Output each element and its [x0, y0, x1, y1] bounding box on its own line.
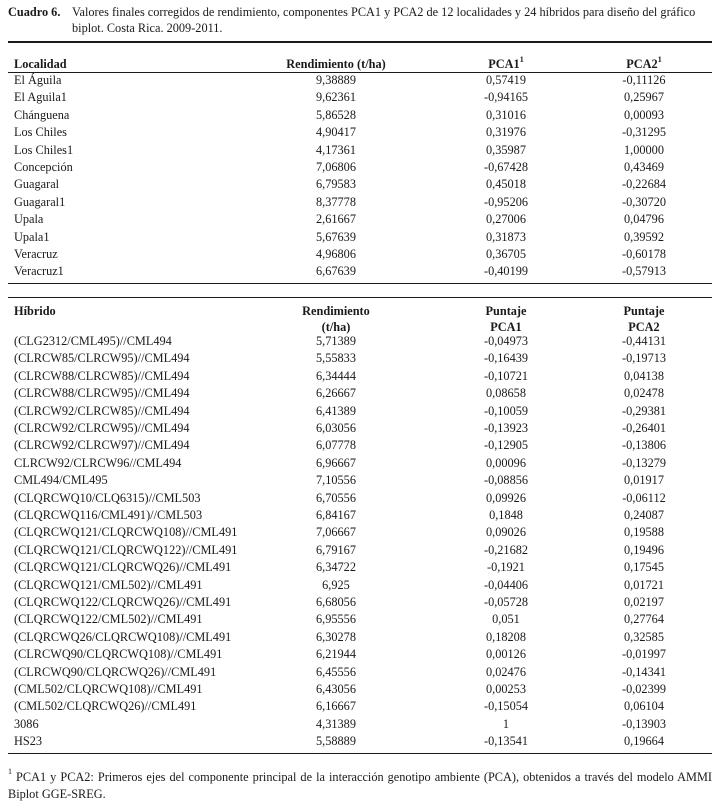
top-rule	[8, 41, 712, 43]
cell-rendimiento: 7,06806	[316, 160, 356, 174]
cell-pca2: 0,04138	[624, 368, 664, 383]
header-localidad: Localidad	[14, 57, 67, 71]
cell-pca2: 0,06104	[624, 699, 664, 714]
header-puntaje-pca1: Puntaje PCA1	[485, 304, 527, 334]
table-row	[8, 403, 712, 420]
cell-name: Upala1	[14, 229, 50, 244]
cell-pca1: -0,13541	[483, 734, 529, 749]
header-hibrido: Híbrido	[14, 304, 56, 318]
table-row	[8, 594, 712, 611]
cell-pca2: 0,17545	[624, 560, 664, 575]
cell-rendimiento: 9,62361	[316, 90, 356, 105]
cell-name: (CLRCWQ90/CLQRCWQ26)//CML491	[14, 664, 217, 679]
table-row	[8, 229, 712, 246]
cell-name: Veracruz1	[14, 264, 64, 279]
cell-pca1: -0,94165	[483, 90, 529, 105]
table-row	[8, 385, 712, 402]
cell-pca2: -0,30720	[621, 194, 667, 209]
cell-pca1: 0,36705	[486, 247, 526, 261]
cell-rendimiento: 7,10556	[316, 473, 356, 488]
cell-rendimiento: 6,34444	[316, 368, 356, 383]
cell-pca2: -0,06112	[622, 490, 666, 505]
cell-pca2: -0,14341	[621, 664, 667, 679]
cell-rendimiento: 6,79583	[316, 177, 356, 192]
cell-name: (CLQRCWQ10/CLQ6315)//CML503	[14, 490, 201, 505]
cell-pca1: 0,31016	[486, 107, 526, 122]
cell-name: (CLQRCWQ122/CLQRCWQ26)//CML491	[14, 595, 232, 609]
table-row	[8, 159, 712, 176]
table-row	[8, 733, 712, 750]
cell-pca2: 0,25967	[624, 90, 664, 105]
cell-rendimiento: 6,34722	[316, 560, 356, 575]
cell-name: (CLRCW92/CLRCW85)//CML494	[14, 403, 190, 418]
cell-name: Veracruz	[14, 247, 58, 261]
cell-pca1: 0,31976	[486, 125, 526, 140]
cell-pca1: -0,10059	[483, 403, 529, 418]
table-row	[8, 698, 712, 715]
table-row	[8, 246, 712, 263]
cell-pca1: 0,02476	[486, 664, 526, 679]
cell-rendimiento: 6,26667	[316, 386, 356, 401]
table-row	[8, 664, 712, 681]
cell-rendimiento: 6,79167	[316, 542, 356, 557]
table-row	[8, 472, 712, 489]
cell-rendimiento: 6,30278	[316, 629, 356, 644]
cell-name: Guagaral	[14, 177, 60, 192]
cell-pca2: -0,57913	[621, 264, 667, 279]
cell-rendimiento: 9,38889	[316, 73, 356, 87]
cell-pca1: 0,09926	[486, 490, 526, 505]
table-row	[8, 629, 712, 646]
cell-pca1: 0,31873	[486, 229, 526, 244]
cell-pca1: 0,09026	[486, 525, 526, 540]
hibrido-top-rule	[8, 297, 712, 298]
caption-text: Valores finales corregidos de rendimiento, componentes PCA1 y PCA2 de 12 localidades y 24 híbridos para diseño del gráfico biplot. Costa Rica. 2009-2011.	[72, 5, 696, 35]
cell-rendimiento: 6,95556	[316, 612, 356, 627]
table-row	[8, 89, 712, 106]
cell-pca1: 0,00096	[486, 455, 526, 470]
cell-rendimiento: 5,58889	[316, 734, 356, 749]
table-row	[8, 368, 712, 385]
cell-pca2: -0,19713	[621, 351, 667, 366]
cell-pca1: 0,00126	[486, 647, 526, 662]
table-row	[8, 107, 712, 124]
cell-pca2: 0,24087	[624, 508, 664, 522]
cell-name: (CLRCWQ90/CLQRCWQ108)//CML491	[14, 647, 223, 662]
cell-name: 3086	[14, 716, 39, 731]
cell-rendimiento: 8,37778	[316, 194, 356, 209]
table-row	[8, 611, 712, 628]
cell-name: (CLRCW92/CLRCW95)//CML494	[14, 421, 190, 435]
table-row	[8, 142, 712, 159]
cell-pca2: 0,39592	[624, 229, 664, 244]
cell-name: (CLQRCWQ122/CML502)//CML491	[14, 612, 203, 627]
table-row	[8, 437, 712, 454]
cell-pca2: 0,19588	[624, 525, 664, 540]
header-rendimiento: Rendimiento (t/ha)	[286, 57, 386, 71]
cell-pca2: -0,13279	[621, 455, 667, 470]
cell-pca1: -0,12905	[483, 438, 529, 453]
cell-pca2: -0,60178	[621, 247, 667, 261]
cell-pca1: 0,051	[492, 612, 520, 627]
cell-rendimiento: 6,68056	[316, 595, 356, 609]
cell-pca2: -0,31295	[621, 125, 667, 140]
cell-rendimiento: 6,41389	[316, 403, 356, 418]
cell-pca2: -0,02399	[621, 682, 667, 696]
cell-name: Los Chiles	[14, 125, 67, 140]
cell-rendimiento: 5,71389	[316, 334, 356, 348]
cell-name: (CLG2312/CML495)//CML494	[14, 334, 172, 348]
cell-pca1: 0,1848	[489, 508, 523, 522]
cell-pca2: 0,02478	[624, 386, 664, 401]
cell-rendimiento: 4,31389	[316, 716, 356, 731]
cell-pca2: 0,00093	[624, 107, 664, 122]
table-row	[8, 577, 712, 594]
cell-rendimiento: 4,90417	[316, 125, 356, 140]
table-row	[8, 507, 712, 524]
cell-name: CML494/CML495	[14, 473, 108, 488]
header-rendimiento-h: Rendimiento (t/ha)	[302, 304, 370, 334]
cell-pca1: -0,16439	[483, 351, 529, 366]
cell-pca1: -0,04406	[483, 577, 529, 592]
cell-pca1: 0,00253	[486, 682, 526, 696]
table-row	[8, 194, 712, 211]
table-row	[8, 333, 712, 350]
cell-pca2: 0,19664	[624, 734, 664, 749]
cell-name: (CML502/CLQRCWQ108)//CML491	[14, 682, 203, 696]
table-row	[8, 124, 712, 141]
cell-rendimiento: 5,86528	[316, 107, 356, 122]
footnote-marker: 1	[8, 767, 12, 776]
cell-name: (CLRCW88/CLRCW95)//CML494	[14, 386, 190, 401]
header-pca1: $PCA1^1$	[488, 55, 524, 71]
cell-pca2: 0,32585	[624, 629, 664, 644]
cell-name: (CML502/CLQRCWQ26)//CML491	[14, 699, 197, 714]
table-bottom-rule	[8, 753, 712, 754]
caption-label: Cuadro 6.	[8, 5, 61, 19]
cell-pca1: -0,15054	[483, 699, 529, 714]
table-row	[8, 490, 712, 507]
header-pca2: $PCA2^1$	[626, 55, 662, 71]
cell-pca1: 0,57419	[486, 73, 526, 87]
cell-name: (CLQRCWQ121/CLQRCWQ108)//CML491	[14, 525, 238, 540]
table-row	[8, 646, 712, 663]
cell-name: El Aguila1	[14, 90, 67, 105]
cell-name: (CLQRCWQ121/CLQRCWQ122)//CML491	[14, 542, 238, 557]
table-row	[8, 176, 712, 193]
cell-pca1: -0,08856	[483, 473, 529, 488]
footnote	[8, 769, 712, 803]
table-row	[8, 542, 712, 559]
cell-pca1: -0,1921	[487, 560, 525, 575]
cell-rendimiento: 5,55833	[316, 351, 356, 366]
cell-rendimiento: 6,21944	[316, 647, 356, 662]
cell-rendimiento: 6,45556	[316, 664, 356, 679]
cell-pca2: 0,19496	[624, 542, 664, 557]
cell-pca2: 0,02197	[624, 595, 664, 609]
cell-pca1: 0,45018	[486, 177, 526, 192]
table-row	[8, 559, 712, 576]
cell-name: HS23	[14, 734, 43, 749]
cell-rendimiento: 6,925	[322, 577, 350, 592]
cell-pca2: 0,01721	[624, 577, 664, 592]
cell-name: (CLQRCWQ121/CML502)//CML491	[14, 577, 203, 592]
cell-pca1: -0,04973	[483, 334, 529, 348]
table-row	[8, 716, 712, 733]
footnote-text: PCA1 y PCA2: Primeros ejes del componente principal de la interacción genotipo ambiente (PCA), obtenidos a través del modelo AMMI Biplot GGE-SREG.	[8, 770, 712, 801]
table-caption	[8, 4, 712, 36]
cell-pca1: -0,95206	[483, 194, 529, 209]
cell-name: CLRCW92/CLRCW96//CML494	[14, 455, 182, 470]
cell-pca2: 0,04796	[624, 212, 664, 227]
cell-rendimiento: 4,96806	[316, 247, 356, 261]
cell-pca1: -0,05728	[483, 595, 529, 609]
cell-pca2: -0,29381	[621, 403, 667, 418]
hibrido-header-row	[8, 299, 712, 333]
cell-pca2: -0,22684	[621, 177, 667, 192]
cell-pca1: -0,67428	[483, 160, 529, 174]
cell-pca2: 0,43469	[624, 160, 664, 174]
table-row	[8, 420, 712, 437]
cell-pca1: -0,13923	[483, 421, 529, 435]
cell-pca2: -0,26401	[621, 421, 667, 435]
cell-rendimiento: 6,84167	[316, 508, 356, 522]
cell-rendimiento: 6,07778	[316, 438, 356, 453]
cell-name: (CLQRCWQ116/CML491)//CML503	[14, 508, 203, 522]
cell-pca2: -0,44131	[621, 334, 667, 348]
cell-pca2: 0,01917	[624, 473, 664, 488]
cell-name: Concepción	[14, 160, 73, 174]
cell-name: (CLQRCWQ121/CLQRCWQ26)//CML491	[14, 560, 232, 575]
cell-pca1: -0,21682	[483, 542, 529, 557]
cell-rendimiento: 6,16667	[316, 699, 356, 714]
cell-pca1: 0,35987	[486, 142, 526, 157]
cell-name: (CLRCW92/CLRCW97)//CML494	[14, 438, 190, 453]
cell-rendimiento: 4,17361	[316, 142, 356, 157]
table-row	[8, 72, 712, 89]
cell-rendimiento: 6,70556	[316, 490, 356, 505]
cell-pca2: 1,00000	[624, 142, 664, 157]
table-row	[8, 455, 712, 472]
cell-pca2: -0,13903	[621, 716, 667, 731]
cell-pca2: -0,13806	[621, 438, 667, 453]
table-row	[8, 263, 712, 280]
cell-name: Upala	[14, 212, 44, 227]
cell-rendimiento: 6,43056	[316, 682, 356, 696]
cell-name: (CLRCW88/CLRCW85)//CML494	[14, 368, 190, 383]
cell-rendimiento: 2,61667	[316, 212, 356, 227]
cell-rendimiento: 6,67639	[316, 264, 356, 279]
cell-name: Chánguena	[14, 107, 70, 122]
table-row	[8, 681, 712, 698]
cell-pca1: -0,10721	[483, 368, 529, 383]
table-row	[8, 211, 712, 228]
cell-rendimiento: 6,96667	[316, 455, 356, 470]
cell-name: Guagaral1	[14, 194, 66, 209]
cell-pca1: 0,18208	[486, 629, 526, 644]
cell-pca1: 0,27006	[486, 212, 526, 227]
cell-pca1: 1	[502, 716, 510, 731]
table-row	[8, 350, 712, 367]
cell-rendimiento: 5,67639	[316, 229, 356, 244]
cell-name: (CLQRCWQ26/CLQRCWQ108)//CML491	[14, 629, 232, 644]
cell-rendimiento: 7,06667	[316, 525, 356, 540]
localidad-bottom-rule	[8, 283, 712, 284]
cell-rendimiento: 6,03056	[316, 421, 356, 435]
cell-name: El Águila	[14, 73, 62, 87]
cell-pca1: 0,08658	[486, 386, 526, 401]
cell-pca2: -0,01997	[621, 647, 667, 662]
cell-name: (CLRCW85/CLRCW95)//CML494	[14, 351, 190, 366]
table-row	[8, 524, 712, 541]
cell-name: Los Chiles1	[14, 142, 74, 157]
cell-pca2: 0,27764	[624, 612, 664, 627]
header-puntaje-pca2: Puntaje PCA2	[623, 304, 665, 334]
cell-pca1: -0,40199	[483, 264, 529, 279]
cell-pca2: -0,11126	[622, 73, 666, 87]
